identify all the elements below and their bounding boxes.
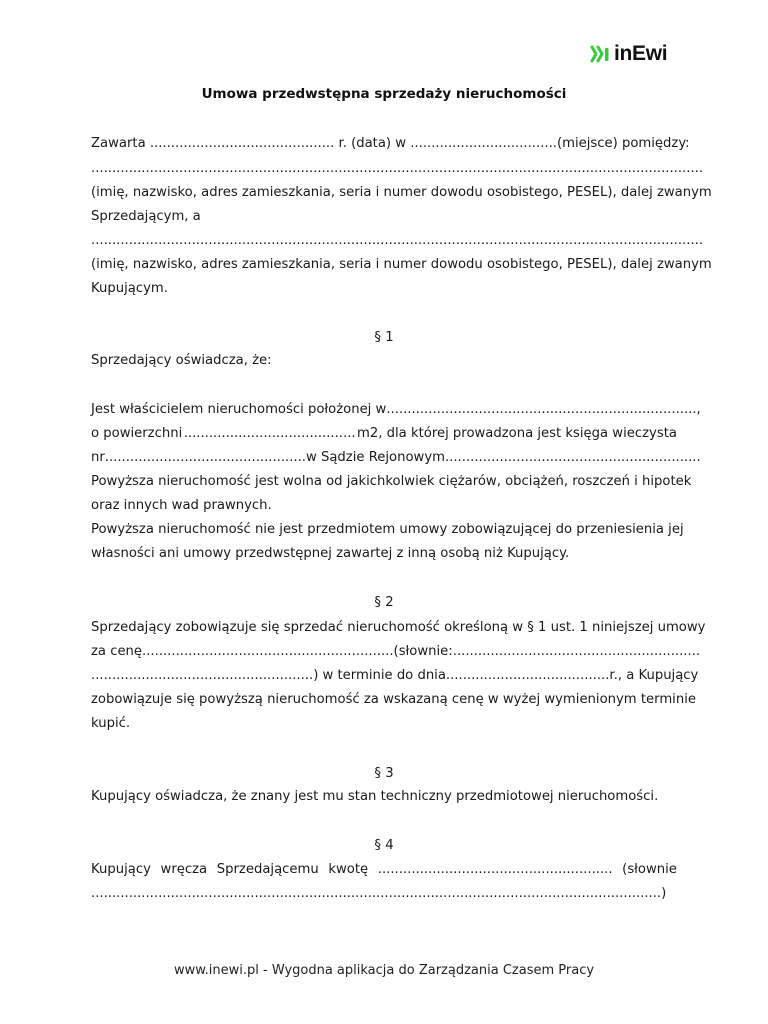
price-words-label: (słownie: [393, 644, 453, 659]
register-number-label: nr [91, 450, 105, 465]
section-3-line-1: Kupujący oświadcza, że znany jest mu stan techniczny przedmiotowej nieruchomości. [91, 789, 659, 804]
section-1-line-1 [91, 401, 701, 419]
section-4-heading: § 4 [374, 838, 394, 853]
section-1-line-6: Powyższa nieruchomość nie jest przedmiotem umowy zobowiązującej do przeniesienia jej [91, 522, 684, 537]
section-1-line-2 [91, 425, 677, 443]
section-1-lead: Sprzedający oświadcza, że: [91, 353, 272, 368]
amount-dots: ........................................................ [377, 862, 613, 877]
area-dots: ......................................... [183, 426, 356, 441]
area-label: o powierzchni [91, 426, 183, 441]
hands-word: wręcza [160, 862, 208, 877]
seller-dots: .................................................................................................................................................. [91, 161, 704, 176]
buyer-description: (imię, nazwisko, adres zamieszkania, seria i numer dowodu osobistego, PESEL), dalej zwanym [91, 257, 712, 272]
seller-word: Sprzedającemu [216, 862, 319, 877]
inewi-logo-icon [591, 45, 611, 63]
amount-word: kwotę [328, 862, 369, 877]
page-footer: www.inewi.pl - Wygodna aplikacja do Zarządzania Czasem Pracy [173, 963, 595, 978]
property-location-label: Jest właścicielem nieruchomości położonej w [91, 402, 387, 417]
brand-name: inEwi [614, 42, 668, 65]
section-1-line-4: Powyższa nieruchomość jest wolna od jakichkolwiek ciężarów, obciążeń, roszczeń i hipotek [91, 474, 692, 489]
section-2-line-2 [91, 643, 701, 661]
amount-words-label: (słownie [622, 862, 677, 877]
section-2-line-5: kupić. [91, 716, 131, 731]
property-location-dots: .........................................................................., [386, 402, 701, 417]
deadline-label: ) w terminie do dnia [313, 668, 446, 683]
price-label: za cenę [91, 644, 143, 659]
section-1-line-5: oraz innych wad prawnych. [91, 498, 272, 513]
buyer-label: Kupującym. [91, 281, 168, 296]
document-title: Umowa przedwstępna sprzedaży nieruchomości [201, 86, 567, 102]
section-1-heading: § 1 [374, 330, 394, 345]
land-register-label: m2, dla której prowadzona jest księga wieczysta [357, 426, 677, 441]
buyer-word: Kupujący [91, 862, 151, 877]
price-words-dots-2: ..................................................... [91, 668, 314, 683]
section-1-line-7: własności ani umowy przedwstępnej zawartej z inną osobą niż Kupujący. [91, 546, 570, 561]
price-words-dots: ........................................................... [452, 644, 701, 659]
section-2-line-3 [91, 667, 699, 685]
court-dots: ............................................................. [444, 450, 701, 465]
court-label: w Sądzie Rejonowym [306, 450, 445, 465]
seller-description: (imię, nazwisko, adres zamieszkania, seria i numer dowodu osobistego, PESEL), dalej zwanym [91, 185, 712, 200]
buyer-dots: .................................................................................................................................................. [91, 233, 704, 248]
section-2-heading: § 2 [374, 595, 394, 610]
seller-label: Sprzedającym, a [91, 209, 201, 224]
section-4-line-1 [91, 861, 677, 879]
section-2-line-1: Sprzedający zobowiązuje się sprzedać nieruchomość określoną w § 1 ust. 1 niniejszej umowy [91, 620, 706, 635]
section-3-heading: § 3 [374, 766, 394, 781]
amount-words-dots: ........................................................................................................................................) [91, 886, 667, 901]
section-1-line-3 [91, 449, 701, 467]
deadline-dots: ....................................... [445, 668, 610, 683]
register-number-dots: ................................................ [104, 450, 306, 465]
brand-logo [591, 42, 667, 66]
section-2-line-4: zobowiązuje się powyższą nieruchomość za wskazaną cenę w wyżej wymienionym terminie [91, 692, 696, 707]
price-dots: ............................................................ [142, 644, 394, 659]
intro-between: (miejsce) pomiędzy: [556, 136, 690, 151]
deadline-suffix: r., a Kupujący [609, 668, 699, 683]
intro-date-place: Zawarta ............................................ r. (data) w ................................... [91, 136, 557, 151]
intro-line-1 [91, 135, 690, 153]
